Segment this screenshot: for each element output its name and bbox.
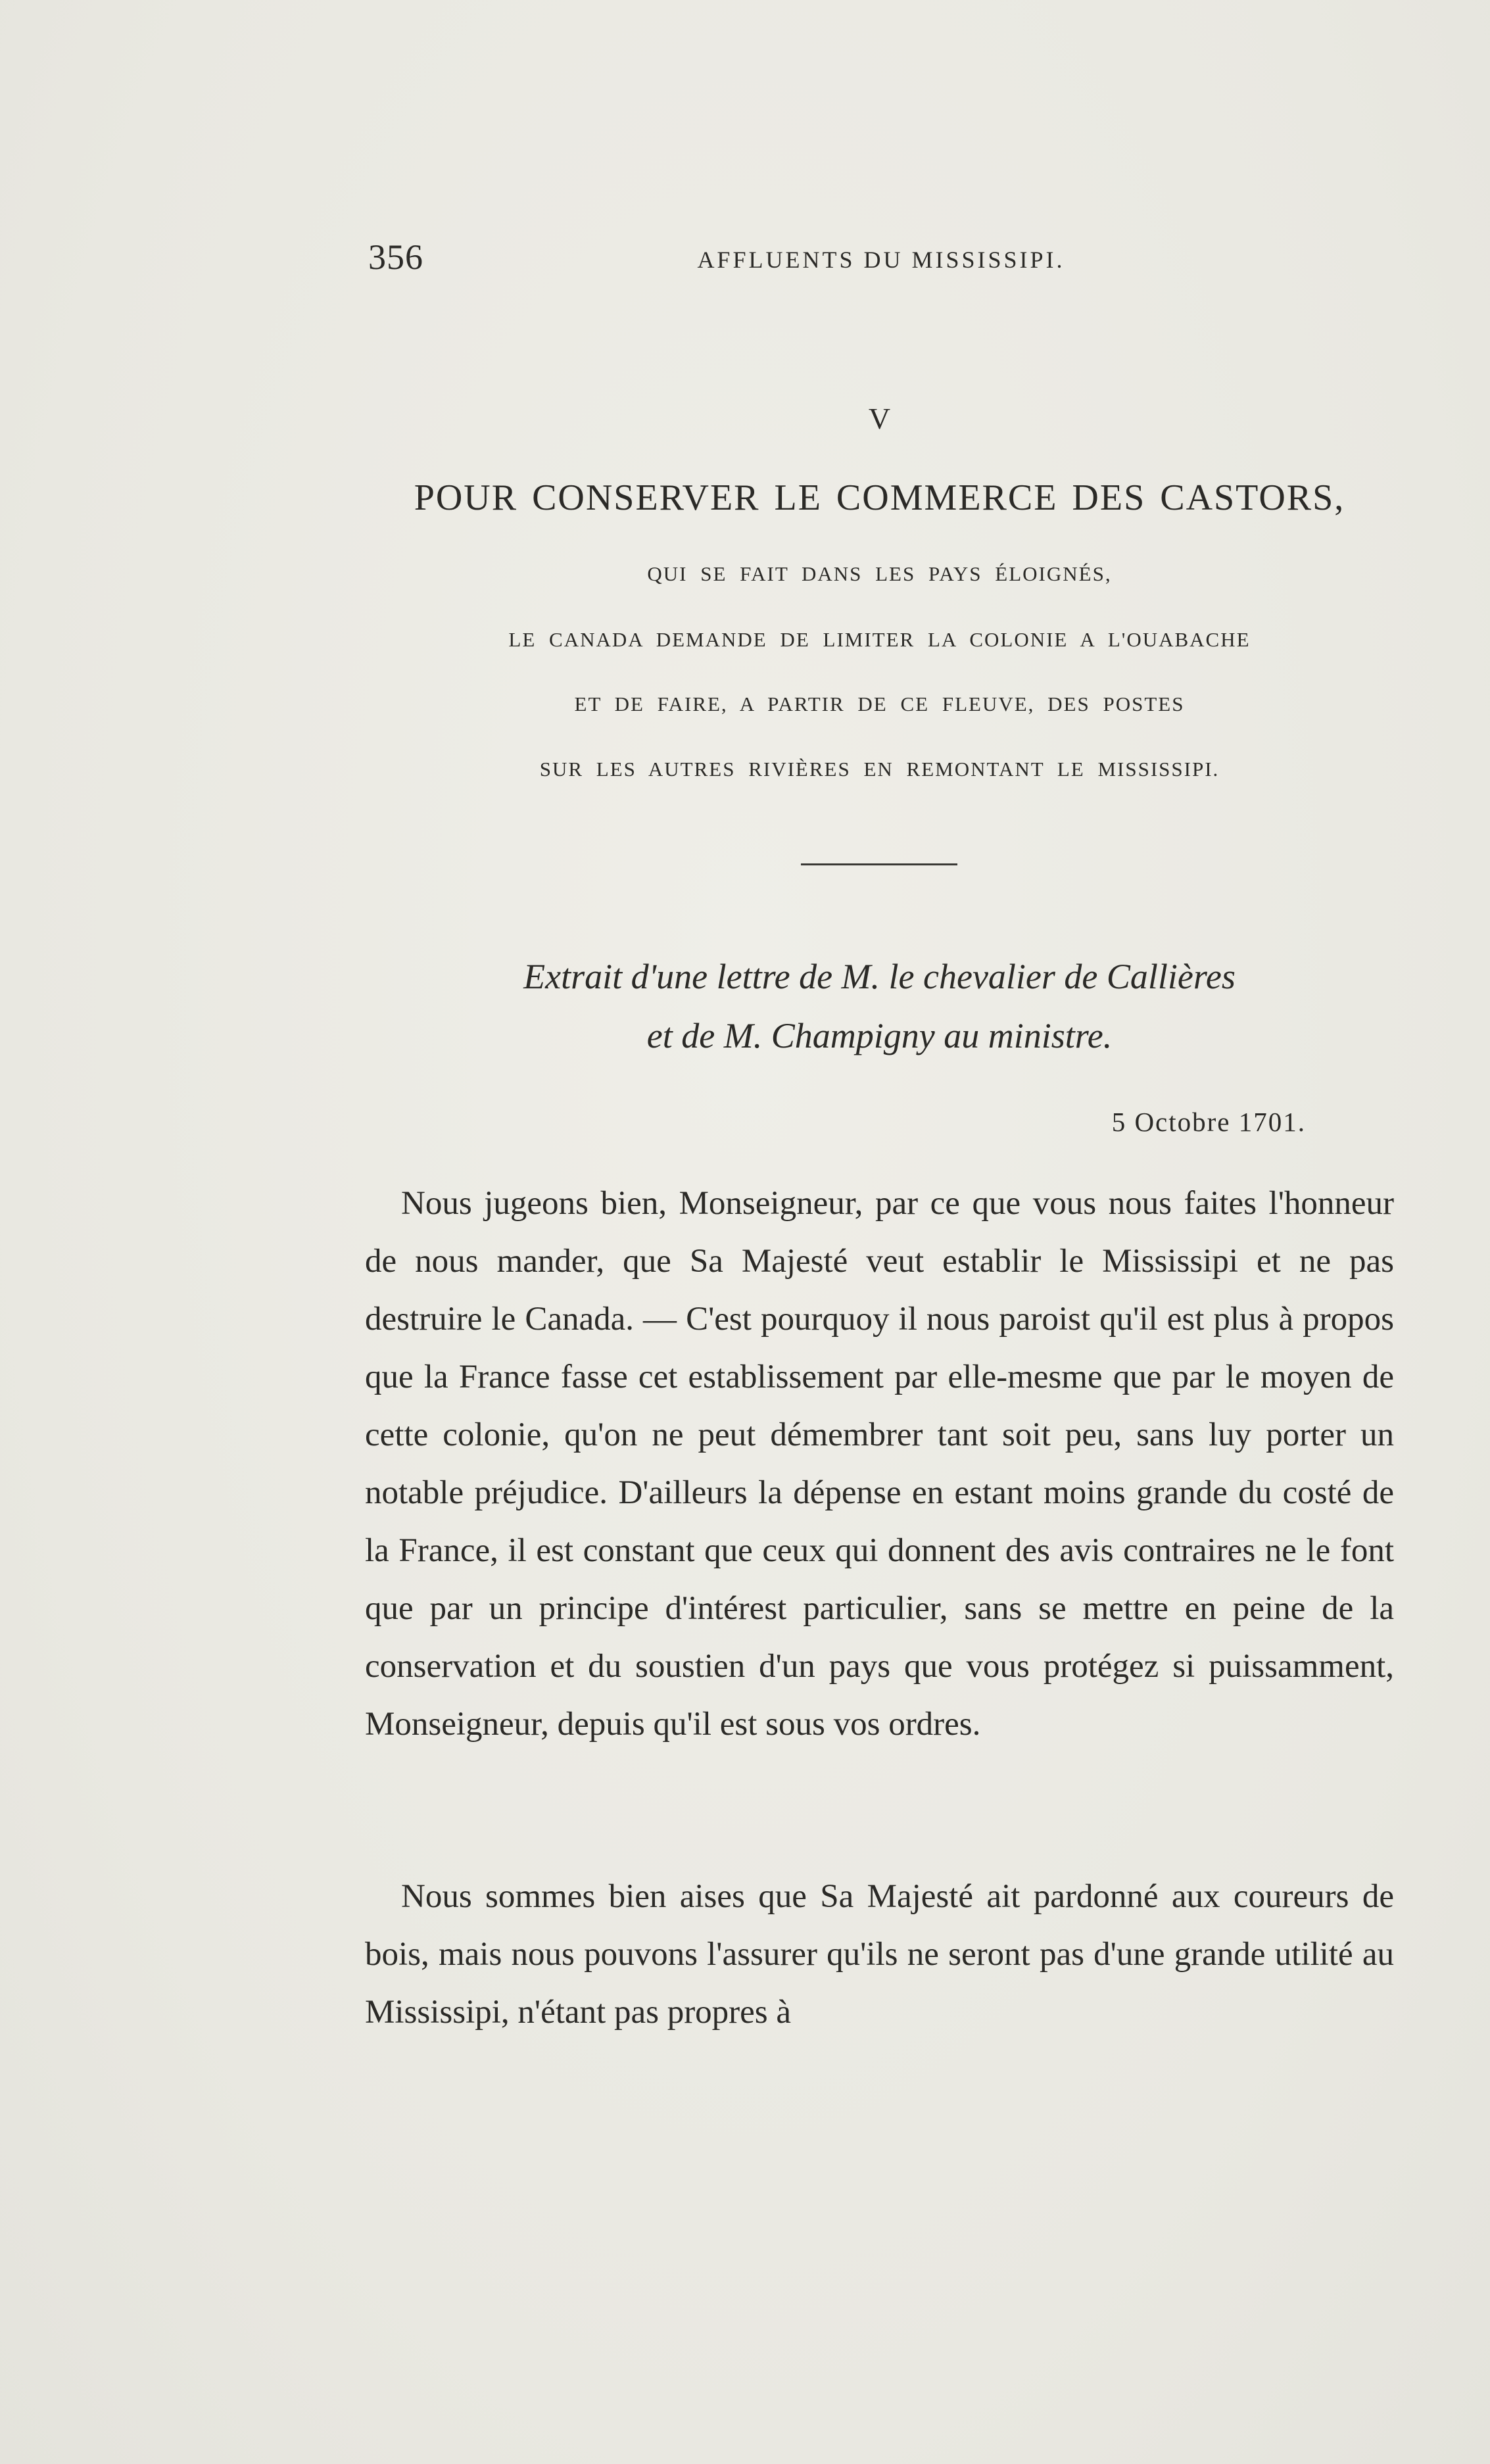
extract-title-line: Extrait d'une lettre de M. le chevalier de Callières xyxy=(523,957,1236,996)
extract-title-line: et de M. Champigny au ministre. xyxy=(646,1016,1113,1055)
section-divider-rule xyxy=(801,863,957,865)
body-paragraph xyxy=(365,1174,1394,1753)
section-numeral: V xyxy=(868,402,891,435)
letter-date: 5 Octobre 1701. xyxy=(1111,1107,1306,1137)
section-subheading-line: SUR LES AUTRES RIVIÈRES EN REMONTANT LE MISSISSIPI. xyxy=(539,758,1220,781)
paragraph-text: Nous jugeons bien, Monseigneur, par ce que vous nous faites l'honneur de nous mander, que Sa Majesté veut establir le Mississipi et ne pas destruire le Canada. — C'est pourquoy il nous paroist qu'il est plus à propos que la France fasse cet establissement par elle-mesme que par le moyen de cette colonie, qu'on ne peut démembrer tant soit peu, sans luy porter un notable préjudice. D'ailleurs la dépense en estant moins grande du costé de la France, il est constant que ceux qui donnent des avis contraires ne le font que par un principe d'intérest particulier, sans se mettre en peine de la conservation et du soustien d'un pays que vous protégez si puissamment, Monseigneur, depuis qu'il est sous vos ordres. xyxy=(365,1185,1394,1743)
page-number: 356 xyxy=(368,237,423,277)
section-subheading-line: QUI SE FAIT DANS LES PAYS ÉLOIGNÉS, xyxy=(647,562,1112,585)
paragraph-text: Nous sommes bien aises que Sa Majesté ait pardonné aux coureurs de bois, mais nous pouvons l'assurer qu'ils ne seront pas d'une grande utilité au Mississipi, n'étant pas propres à xyxy=(365,1878,1394,2031)
section-subheading-line: LE CANADA DEMANDE DE LIMITER LA COLONIE A L'OUABACHE xyxy=(508,628,1251,651)
running-title: AFFLUENTS DU MISSISSIPI. xyxy=(697,247,1065,273)
section-subheading-line: ET DE FAIRE, A PARTIR DE CE FLEUVE, DES POSTES xyxy=(574,692,1185,715)
running-header xyxy=(368,237,1394,283)
section-heading: POUR CONSERVER LE COMMERCE DES CASTORS, xyxy=(414,477,1345,518)
body-paragraph xyxy=(365,1868,1394,2041)
